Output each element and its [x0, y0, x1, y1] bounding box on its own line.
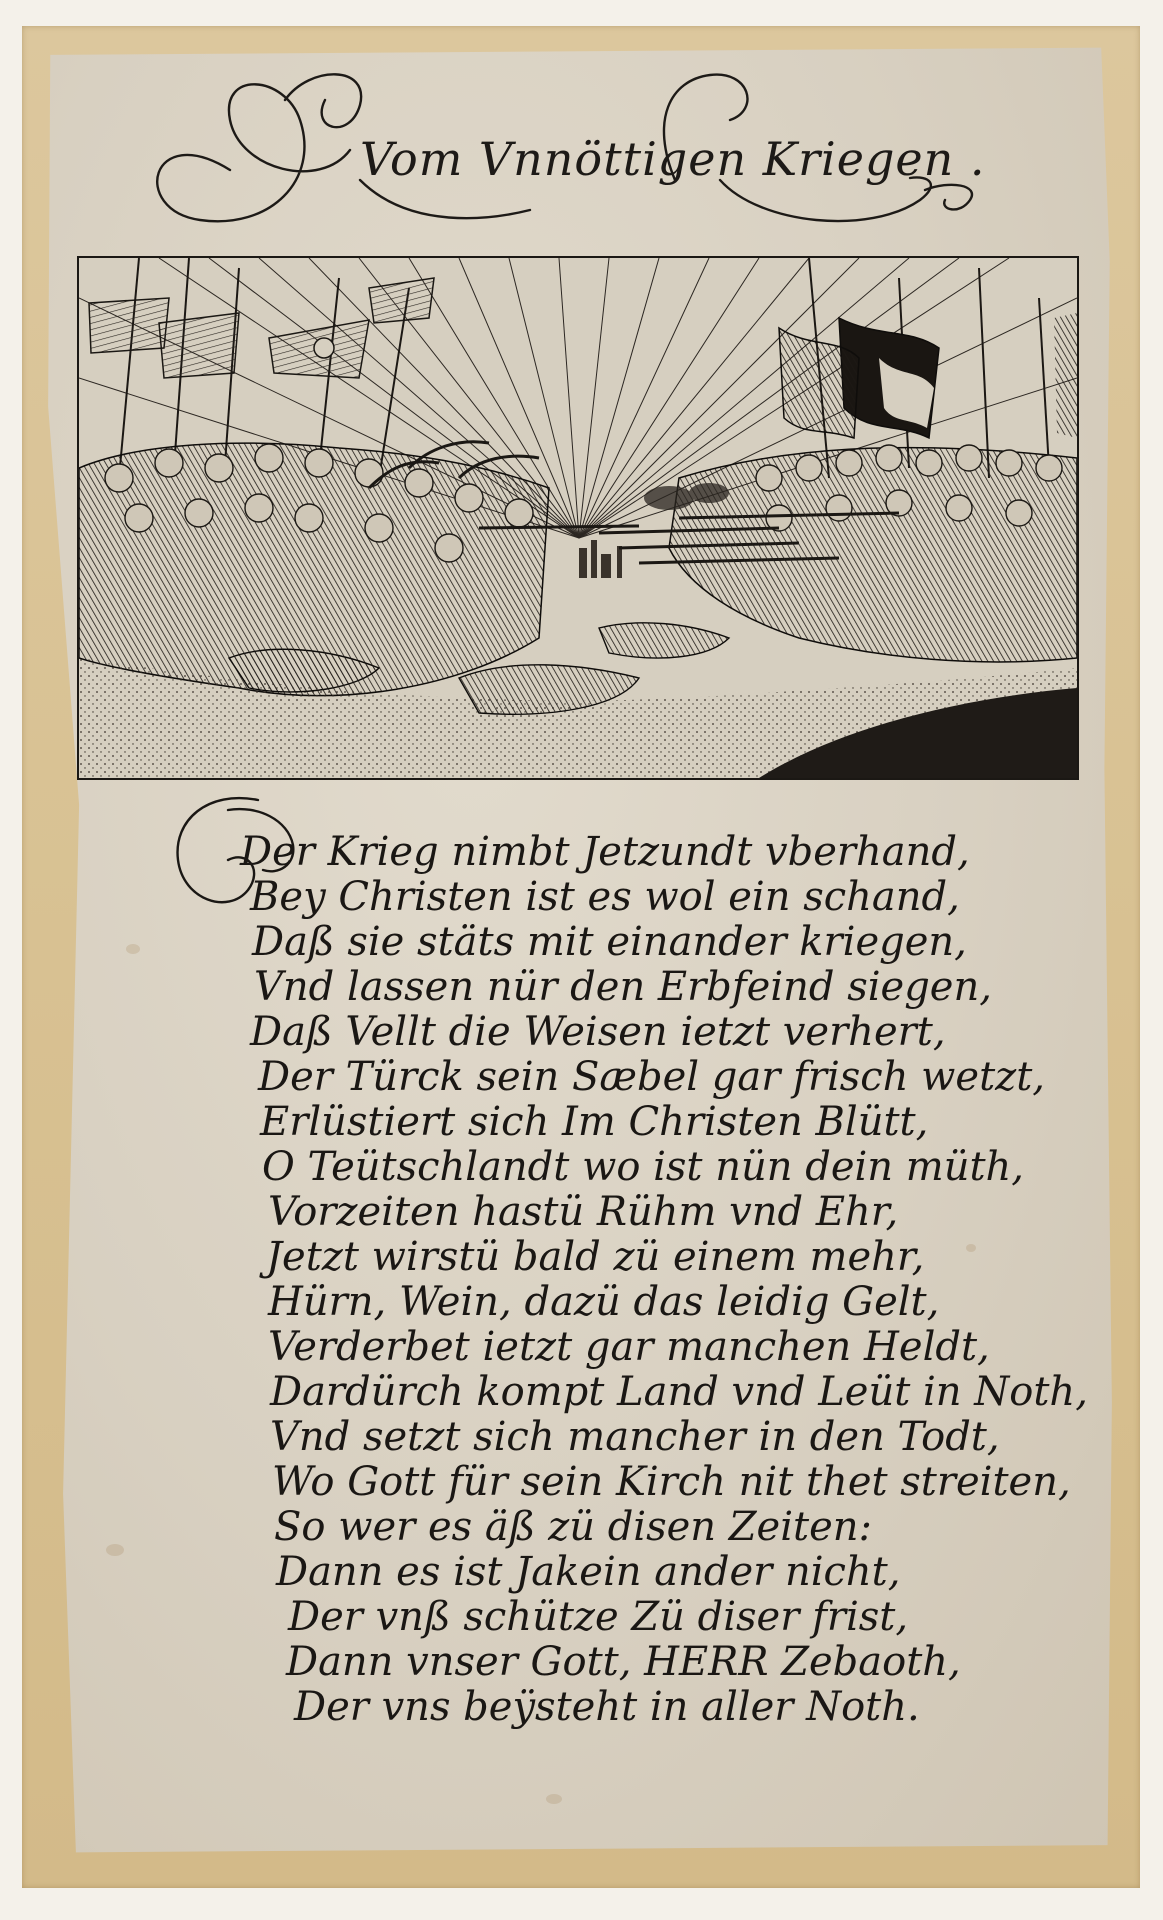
verse-line: O Teütschlandt wo ist nün dein müth,	[262, 1144, 1025, 1190]
verse-line: Der Türck sein Sæbel gar frisch wetzt,	[258, 1054, 1046, 1100]
verse-line: Hürn, Wein, dazü das leidig Gelt,	[268, 1279, 940, 1325]
verse-line: Daß sie stäts mit einander kriegen,	[252, 919, 967, 965]
verse-text	[240, 829, 1088, 1730]
verse-line: Vnd lassen nür den Erbfeind siegen,	[254, 964, 992, 1010]
verse-line: Verderbet ietzt gar manchen Heldt,	[268, 1324, 990, 1370]
verse-line: Vorzeiten hastü Rühm vnd Ehr,	[268, 1189, 899, 1235]
verse-line: Der Krieg nimbt Jetzundt vberhand,	[240, 829, 970, 875]
verse-line: Vnd setzt sich mancher in den Todt,	[270, 1414, 1000, 1460]
foxing-spot	[546, 1794, 562, 1804]
verse-line: So wer es äß zü disen Zeiten:	[274, 1504, 873, 1550]
foxing-spot	[106, 1544, 124, 1556]
verse-line: Wo Gott für sein Kirch nit thet streiten,	[272, 1459, 1071, 1505]
verse-line: Dann vnser Gott, HERR Zebaoth,	[286, 1639, 961, 1685]
verse-line: Bey Christen ist es wol ein schand,	[250, 874, 960, 920]
verse-line: Der vns beÿsteht in aller Noth.	[294, 1684, 920, 1730]
verse-line: Daß Vellt die Weisen ietzt verhert,	[250, 1009, 946, 1055]
page-title: Vom Vnnöttigen Kriegen .	[360, 132, 986, 186]
verse-line: Dann es ist Jakein ander nicht,	[276, 1549, 901, 1595]
foxing-spot	[126, 944, 140, 954]
verse-line: Erlüstiert sich Im Christen Blütt,	[260, 1099, 929, 1145]
battle-engraving	[77, 256, 1079, 780]
verse-line: Dardürch kompt Land vnd Leüt in Noth,	[270, 1369, 1088, 1415]
battle-scene-image	[79, 258, 1077, 778]
verse-line: Der vnß schütze Zü diser frist,	[288, 1594, 909, 1640]
title-block	[110, 60, 990, 240]
verse-line: Jetzt wirstü bald zü einem mehr,	[266, 1234, 925, 1280]
